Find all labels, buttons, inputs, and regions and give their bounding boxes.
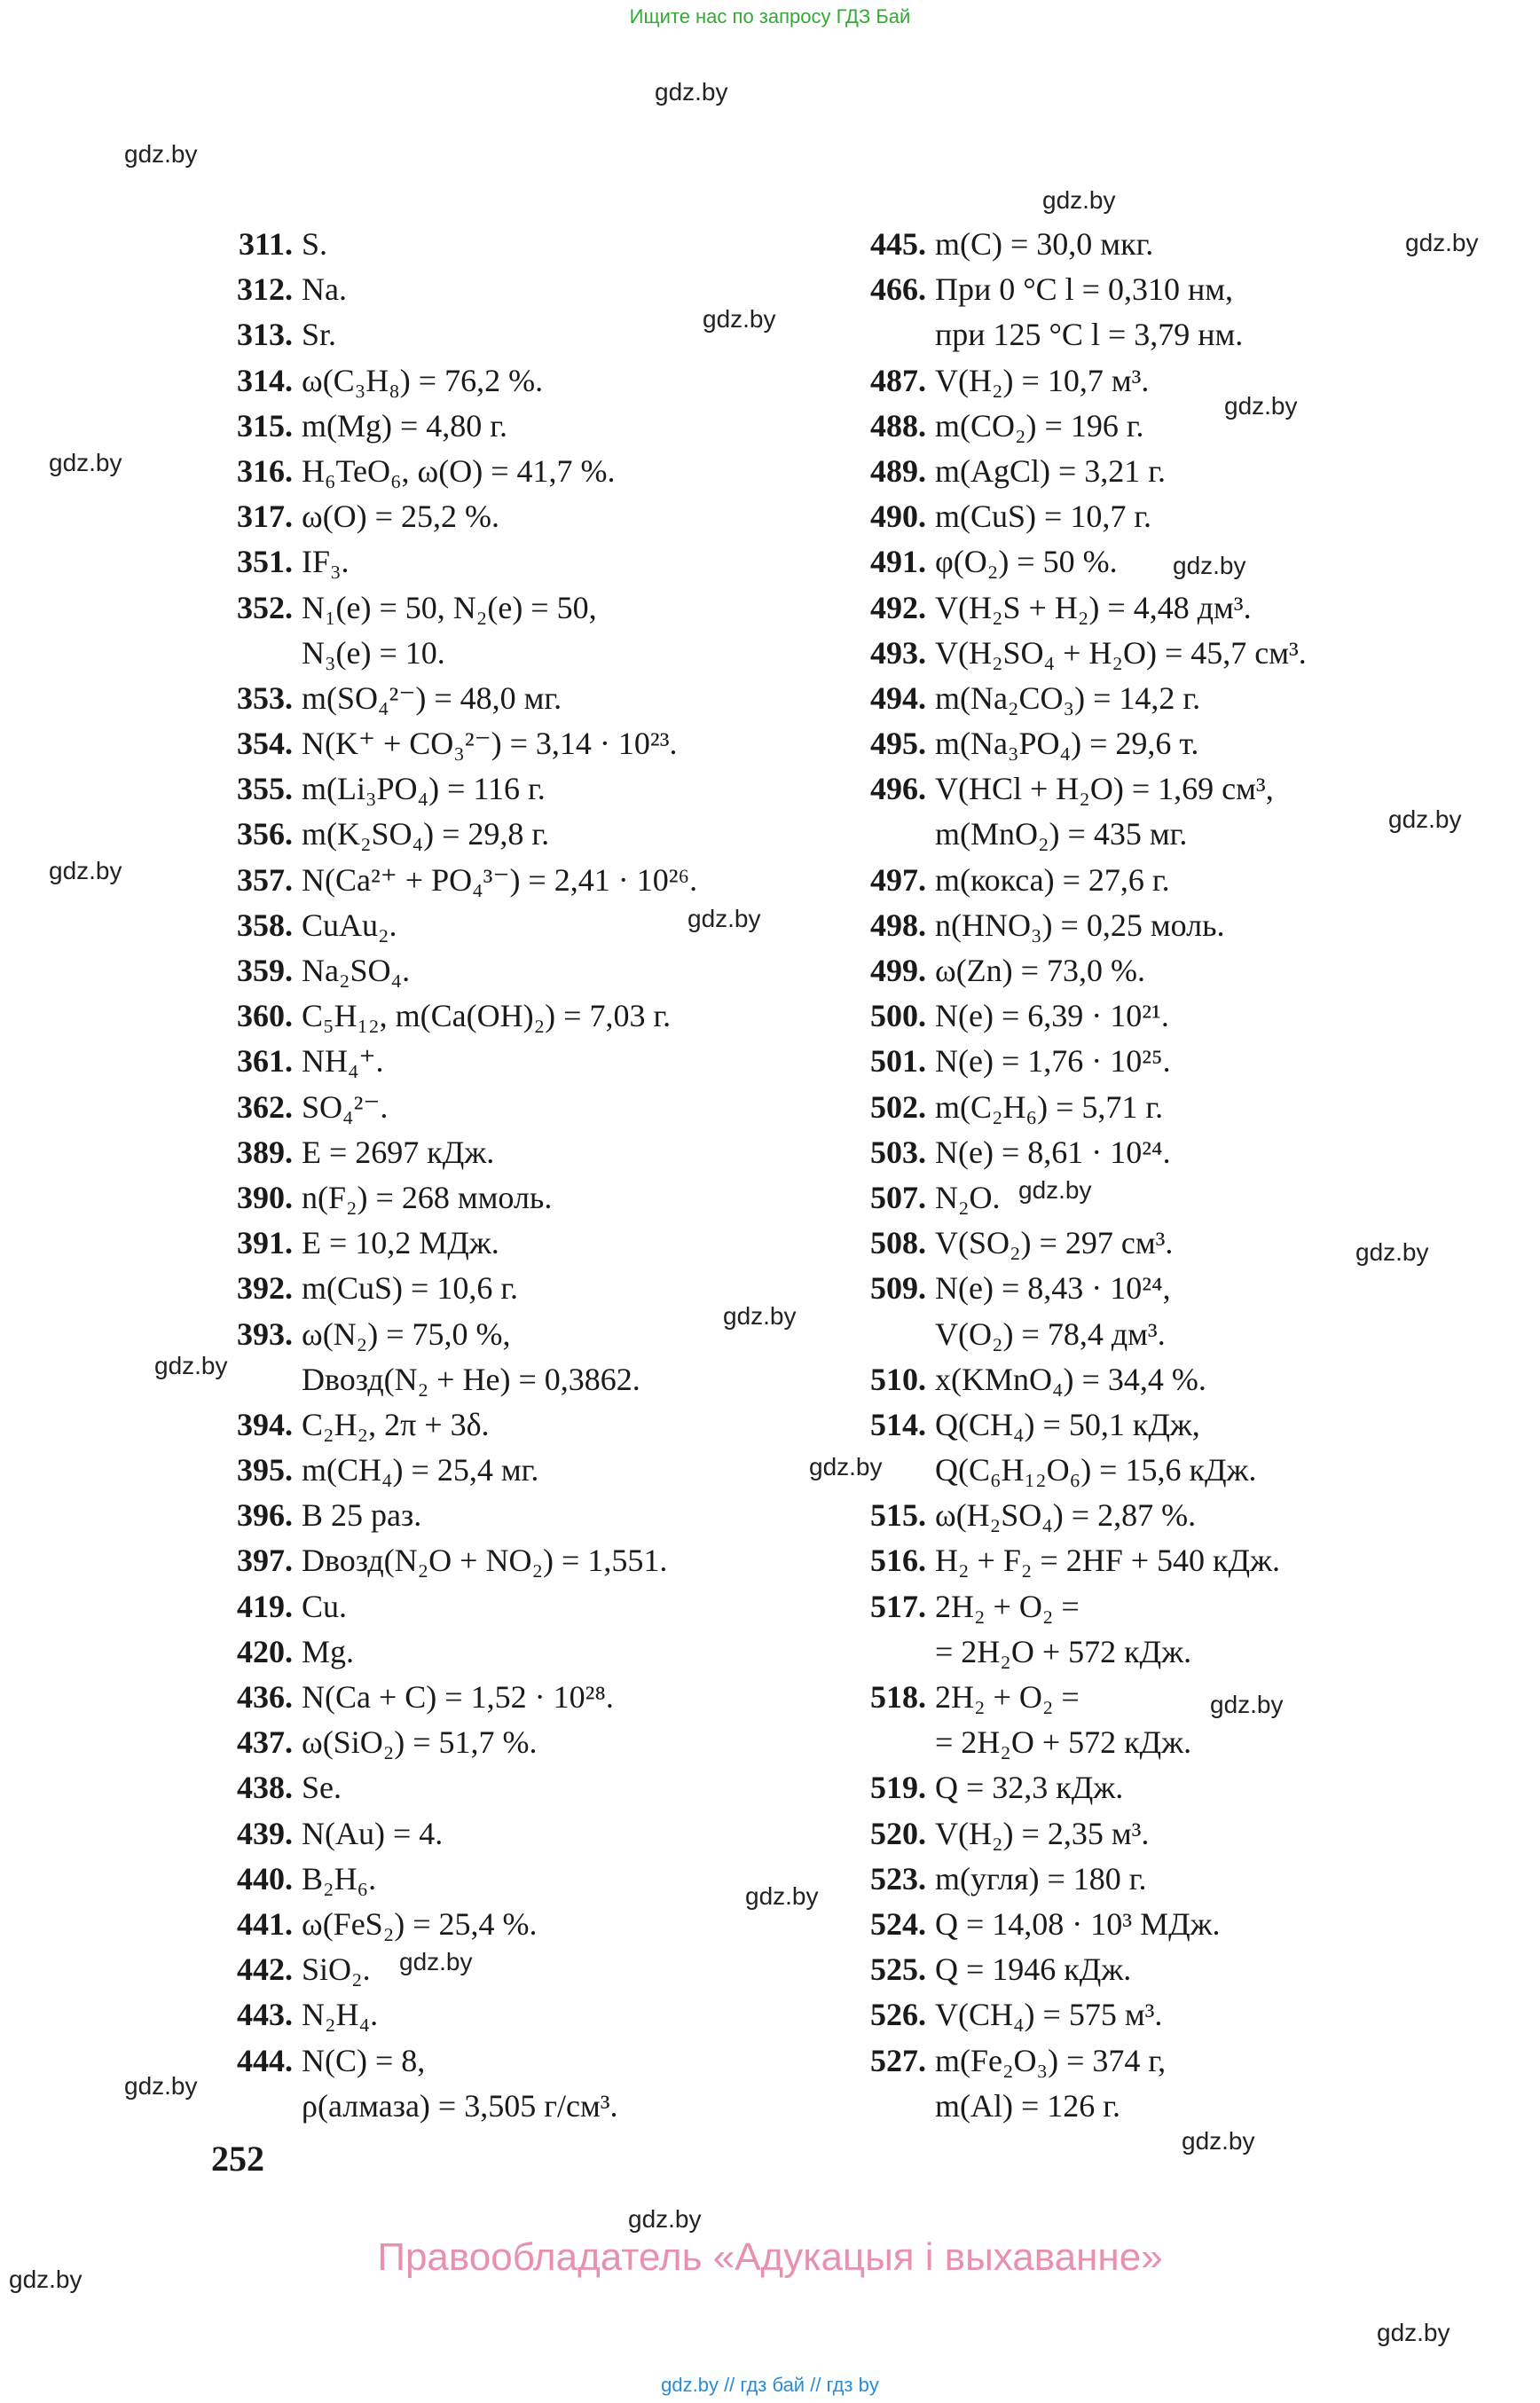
answer-number: 493.	[870, 634, 926, 671]
answer-number: 352.	[237, 589, 293, 625]
answer-text: m(кокса) = 27,6 г.	[935, 861, 1170, 898]
answer-row	[211, 1357, 697, 1402]
answer-text: ω(H₂SO₄) = 2,87 %.	[935, 1497, 1197, 1534]
answer-text: В 25 раз.	[302, 1497, 422, 1534]
answer-number: 360.	[237, 998, 293, 1034]
answer-text: CuAu₂.	[302, 907, 397, 943]
answer-text: N₃(e) = 10.	[302, 634, 445, 671]
answer-number: 507.	[870, 1179, 926, 1215]
answers-right-column	[857, 222, 1307, 2129]
answer-row	[211, 449, 697, 494]
answer-row	[211, 585, 697, 631]
answer-row	[857, 1629, 1307, 1675]
answer-number: 492.	[870, 589, 926, 625]
answer-text: V(SO₂) = 297 см³.	[935, 1225, 1174, 1261]
answer-text: N(e) = 8,43 · 10²⁴,	[935, 1270, 1171, 1307]
answer-row	[211, 1538, 697, 1583]
answer-number: 420.	[237, 1633, 293, 1669]
copyright-notice: Правообладатель «Адукацыя і выхаванне»	[377, 2235, 1163, 2279]
answer-text: V(H₂SO₄ + H₂O) = 45,7 см³.	[935, 634, 1307, 671]
answer-text: V(CH₄) = 575 м³.	[935, 1997, 1163, 2033]
answer-number: 490.	[870, 499, 926, 535]
watermark: gdz.by	[1018, 1176, 1092, 1204]
answer-text: Na₂SO₄.	[302, 953, 411, 988]
answer-row	[211, 812, 697, 857]
answer-number: 392.	[237, 1270, 293, 1307]
answer-number: 523.	[870, 1860, 926, 1896]
answer-row	[857, 812, 1307, 857]
answer-row	[211, 1221, 697, 1266]
answer-text: N₁(e) = 50, N₂(e) = 50,	[302, 589, 597, 625]
answer-text: = 2H₂O + 572 кДж.	[935, 1633, 1192, 1669]
answer-row	[211, 1765, 697, 1810]
answer-number: 496.	[870, 771, 926, 807]
answer-row	[857, 449, 1307, 494]
answer-number: 396.	[237, 1497, 293, 1534]
answer-text: m(MnO₂) = 435 мг.	[935, 816, 1188, 852]
answer-row	[211, 948, 697, 993]
answer-row	[211, 404, 697, 449]
answer-row	[857, 2038, 1307, 2084]
answer-number: 487.	[870, 362, 926, 398]
answer-text: V(H₂) = 2,35 м³.	[935, 1815, 1150, 1851]
answer-text: B₂H₆.	[302, 1860, 377, 1896]
search-hint-link[interactable]: Ищите нас по запросу ГДЗ Бай	[629, 5, 911, 27]
answer-text: N(e) = 6,39 · 10²¹.	[935, 998, 1169, 1034]
answer-number: 389.	[237, 1134, 293, 1170]
answer-text: N(e) = 8,61 · 10²⁴.	[935, 1134, 1171, 1170]
answer-text: Q = 32,3 кДж.	[935, 1770, 1124, 1806]
answer-number: 444.	[237, 2042, 293, 2078]
answer-row	[857, 1221, 1307, 1266]
watermark: gdz.by	[1210, 1691, 1284, 1718]
answer-number: 526.	[870, 1997, 926, 2033]
answer-row	[857, 1765, 1307, 1810]
watermark: gdz.by	[745, 1882, 819, 1910]
watermark: gdz.by	[124, 2072, 198, 2100]
answer-row	[857, 1675, 1307, 1720]
answer-number: 437.	[237, 1724, 293, 1761]
watermark: gdz.by	[809, 1453, 883, 1480]
answer-text: m(K₂SO₄) = 29,8 г.	[302, 816, 550, 852]
answer-text: N(K⁺ + CO₃²⁻) = 3,14 · 10²³.	[302, 726, 678, 762]
answer-row	[211, 1947, 697, 1992]
answer-row	[211, 1130, 697, 1175]
answer-row	[211, 1902, 697, 1947]
answer-row	[211, 1992, 697, 2038]
answer-text: E = 10,2 МДж.	[302, 1225, 499, 1261]
answer-row	[211, 676, 697, 721]
watermark: gdz.by	[1224, 392, 1298, 420]
answer-number: 317.	[237, 499, 293, 535]
answer-row	[211, 1720, 697, 1765]
answer-text: m(Li₃PO₄) = 116 г.	[302, 771, 546, 807]
answer-number: 497.	[870, 861, 926, 898]
answer-number: 524.	[870, 1905, 926, 1942]
answer-text: 2H₂ + O₂ =	[935, 1679, 1080, 1715]
answer-number: 354.	[237, 726, 293, 762]
answer-row	[857, 948, 1307, 993]
answer-number: 313.	[237, 317, 293, 353]
answer-text: Q = 1946 кДж.	[935, 1951, 1132, 1988]
answer-row	[211, 721, 697, 766]
answer-row	[857, 1130, 1307, 1175]
answer-text: Cu.	[302, 1588, 348, 1624]
answer-row	[857, 2084, 1307, 2129]
answer-row	[857, 1448, 1307, 1493]
watermark: gdz.by	[49, 449, 122, 476]
answer-text: m(Mg) = 4,80 г.	[302, 407, 507, 444]
answer-text: Dвозд(N₂ + He) = 0,3862.	[302, 1361, 640, 1397]
answer-text: V(H₂) = 10,7 м³.	[935, 362, 1150, 398]
answer-text: Q = 14,08 · 10³ МДж.	[935, 1905, 1221, 1942]
answer-row	[857, 1175, 1307, 1221]
answer-number: 520.	[870, 1815, 926, 1851]
answer-row	[211, 1448, 697, 1493]
answer-number: 312.	[237, 271, 293, 308]
answer-text: ω(SiO₂) = 51,7 %.	[302, 1724, 538, 1761]
answer-row	[857, 267, 1307, 312]
answer-text: NH₄⁺.	[302, 1043, 384, 1080]
watermark: gdz.by	[688, 905, 761, 932]
answer-row	[857, 1357, 1307, 1402]
answer-row	[857, 358, 1307, 404]
answer-text: ρ(алмаза) = 3,505 г/см³.	[302, 2087, 618, 2124]
answer-text: ω(FeS₂) = 25,4 %.	[302, 1905, 538, 1942]
answer-row	[211, 1493, 697, 1538]
answer-row	[857, 222, 1307, 267]
answer-number: 527.	[870, 2042, 926, 2078]
answer-row	[211, 1402, 697, 1448]
answer-row	[857, 993, 1307, 1039]
answer-row	[857, 721, 1307, 766]
answer-text: ω(N₂) = 75,0 %,	[302, 1315, 511, 1352]
answer-number: 391.	[237, 1225, 293, 1261]
answer-row	[857, 903, 1307, 948]
answer-row	[857, 312, 1307, 357]
answer-text: 2H₂ + O₂ =	[935, 1588, 1080, 1624]
watermark: gdz.by	[1182, 2127, 1255, 2155]
answer-row	[211, 631, 697, 676]
answer-text: N(e) = 1,76 · 10²⁵.	[935, 1043, 1171, 1080]
answer-row	[857, 1538, 1307, 1583]
answer-row	[857, 1902, 1307, 1947]
answer-number: 357.	[237, 861, 293, 898]
answer-text: m(CuS) = 10,6 г.	[302, 1270, 519, 1307]
answer-text: N₂H₄.	[302, 1997, 379, 2033]
answer-text: N(Au) = 4.	[302, 1815, 444, 1851]
answer-text: при 125 °C l = 3,79 нм.	[935, 317, 1244, 353]
answer-text: n(F₂) = 268 ммоль.	[302, 1179, 553, 1215]
answer-text: V(HCl + H₂O) = 1,69 см³,	[935, 771, 1274, 807]
watermark: gdz.by	[1173, 552, 1246, 579]
answer-number: 440.	[237, 1860, 293, 1896]
answer-row	[211, 1266, 697, 1311]
footer-links[interactable]: gdz.by // гдз бай // гдз by	[661, 2374, 879, 2396]
answer-text: m(CuS) = 10,7 г.	[935, 499, 1152, 535]
answer-text: V(H₂S + H₂) = 4,48 дм³.	[935, 589, 1252, 625]
answer-number: 445.	[870, 226, 926, 262]
answer-row	[211, 903, 697, 948]
answer-row	[857, 1720, 1307, 1765]
answer-number: 441.	[237, 1905, 293, 1942]
answer-number: 518.	[870, 1679, 926, 1715]
answer-text: SiO₂.	[302, 1951, 371, 1988]
answer-number: 502.	[870, 1088, 926, 1125]
answer-number: 393.	[237, 1315, 293, 1352]
answer-text: φ(O₂) = 50 %.	[935, 544, 1118, 580]
page-number: 252	[211, 2139, 264, 2179]
answer-row	[211, 2084, 697, 2129]
answer-number: 311.	[238, 226, 293, 262]
answer-number: 355.	[237, 771, 293, 807]
answer-number: 501.	[870, 1043, 926, 1080]
answer-text: N(Ca + C) = 1,52 · 10²⁸.	[302, 1679, 614, 1715]
answer-row	[857, 494, 1307, 539]
answer-row	[857, 585, 1307, 631]
answer-row	[857, 1857, 1307, 1902]
answer-text: C₂H₂, 2π + 3δ.	[302, 1406, 490, 1442]
answer-row	[857, 539, 1307, 585]
watermark: gdz.by	[124, 140, 198, 168]
answer-number: 498.	[870, 907, 926, 943]
answer-number: 508.	[870, 1225, 926, 1261]
answer-row	[211, 2038, 697, 2084]
answer-number: 315.	[237, 407, 293, 444]
answer-number: 314.	[237, 362, 293, 398]
answer-row	[857, 1402, 1307, 1448]
answer-number: 503.	[870, 1134, 926, 1170]
answer-text: m(Fe₂O₃) = 374 г,	[935, 2042, 1167, 2078]
answer-row	[857, 631, 1307, 676]
answer-row	[857, 1493, 1307, 1538]
answer-row	[211, 1085, 697, 1130]
answer-number: 397.	[237, 1543, 293, 1579]
watermark: gdz.by	[1377, 2319, 1450, 2346]
answer-text: m(CH₄) = 25,4 мг.	[302, 1452, 539, 1488]
answer-text: = 2H₂O + 572 кДж.	[935, 1724, 1192, 1761]
answer-number: 361.	[237, 1043, 293, 1080]
answer-row	[857, 404, 1307, 449]
answer-text: Dвозд(N₂O + NO₂) = 1,551.	[302, 1543, 668, 1579]
answer-text: Na.	[302, 271, 347, 308]
answer-text: m(C₂H₆) = 5,71 г.	[935, 1088, 1164, 1125]
answer-text: m(CO₂) = 196 г.	[935, 407, 1144, 444]
watermark: gdz.by	[655, 78, 728, 106]
watermark: gdz.by	[399, 1948, 473, 1975]
answer-text: ω(O) = 25,2 %.	[302, 499, 499, 535]
answer-number: 509.	[870, 1270, 926, 1307]
answer-number: 525.	[870, 1951, 926, 1988]
watermark: gdz.by	[1355, 1238, 1429, 1266]
answer-number: 390.	[237, 1179, 293, 1215]
answer-text: m(угля) = 180 г.	[935, 1860, 1147, 1896]
answer-number: 439.	[237, 1815, 293, 1851]
answer-row	[857, 766, 1307, 812]
answer-row	[211, 267, 697, 312]
answer-number: 438.	[237, 1770, 293, 1806]
answer-text: S.	[302, 226, 328, 262]
answer-number: 489.	[870, 452, 926, 489]
answer-number: 395.	[237, 1452, 293, 1488]
answer-row	[857, 1584, 1307, 1629]
answer-row	[857, 1312, 1307, 1357]
answer-text: m(Al) = 126 г.	[935, 2087, 1120, 2124]
answer-number: 495.	[870, 726, 926, 762]
answer-row	[857, 1039, 1307, 1084]
watermark: gdz.by	[9, 2266, 82, 2293]
answer-text: x(KMnO₄) = 34,4 %.	[935, 1361, 1206, 1397]
answer-text: Mg.	[302, 1633, 355, 1669]
answer-number: 500.	[870, 998, 926, 1034]
answer-text: V(O₂) = 78,4 дм³.	[935, 1315, 1166, 1352]
answer-row	[211, 312, 697, 357]
answer-text: Q(C₆H₁₂O₆) = 15,6 кДж.	[935, 1452, 1257, 1488]
watermark: gdz.by	[1388, 805, 1462, 833]
answer-row	[211, 1584, 697, 1629]
answer-row	[211, 1175, 697, 1221]
answer-text: m(SO₄²⁻) = 48,0 мг.	[302, 679, 562, 716]
answer-text: Q(CH₄) = 50,1 кДж,	[935, 1406, 1200, 1442]
answer-number: 356.	[237, 816, 293, 852]
answer-text: m(Na₃PO₄) = 29,6 т.	[935, 726, 1199, 762]
answer-number: 358.	[237, 907, 293, 943]
answer-text: При 0 °C l = 0,310 нм,	[935, 271, 1234, 308]
answer-text: H₂ + F₂ = 2HF + 540 кДж.	[935, 1543, 1280, 1579]
answers-left-column	[211, 222, 697, 2129]
answer-text: ω(C₃H₈) = 76,2 %.	[302, 362, 544, 398]
answer-row	[857, 1992, 1307, 2038]
answer-text: Se.	[302, 1770, 342, 1806]
answer-number: 362.	[237, 1088, 293, 1125]
answer-number: 515.	[870, 1497, 926, 1534]
answer-number: 316.	[237, 452, 293, 489]
answer-number: 519.	[870, 1770, 926, 1806]
answer-text: ω(Zn) = 73,0 %.	[935, 953, 1145, 988]
answer-row	[211, 993, 697, 1039]
answer-row	[211, 1857, 697, 1902]
answer-row	[211, 1811, 697, 1857]
answer-number: 517.	[870, 1588, 926, 1624]
answer-number: 436.	[237, 1679, 293, 1715]
answer-number: 516.	[870, 1543, 926, 1579]
watermark: gdz.by	[154, 1352, 228, 1379]
answer-number: 442.	[237, 1951, 293, 1988]
watermark: gdz.by	[628, 2205, 702, 2233]
answer-text: m(AgCl) = 3,21 г.	[935, 452, 1166, 489]
answer-text: N₂O.	[935, 1179, 1001, 1215]
answer-number: 419.	[237, 1588, 293, 1624]
answer-row	[857, 858, 1307, 903]
watermark: gdz.by	[703, 305, 776, 333]
answer-row	[857, 676, 1307, 721]
answer-text: N(C) = 8,	[302, 2042, 426, 2078]
answer-number: 466.	[870, 271, 926, 308]
answer-row	[211, 358, 697, 404]
answer-text: m(C) = 30,0 мкг.	[935, 226, 1154, 262]
answer-number: 514.	[870, 1406, 926, 1442]
answer-text: SO₄²⁻.	[302, 1088, 389, 1125]
answer-row	[857, 1085, 1307, 1130]
answer-row	[211, 1629, 697, 1675]
answer-number: 443.	[237, 1997, 293, 2033]
answer-row	[857, 1266, 1307, 1311]
answer-row	[211, 858, 697, 903]
answer-row	[857, 1947, 1307, 1992]
watermark: gdz.by	[723, 1302, 797, 1330]
watermark: gdz.by	[1405, 229, 1479, 256]
answer-number: 351.	[237, 544, 293, 580]
answer-number: 491.	[870, 544, 926, 580]
answer-row	[211, 1312, 697, 1357]
answer-number: 499.	[870, 953, 926, 988]
watermark: gdz.by	[49, 857, 122, 884]
answer-row	[211, 539, 697, 585]
answer-text: n(HNO₃) = 0,25 моль.	[935, 907, 1225, 943]
answer-row	[211, 1039, 697, 1084]
answer-row	[211, 766, 697, 812]
answer-text: N(Ca²⁺ + PO₄³⁻) = 2,41 · 10²⁶.	[302, 861, 698, 898]
answer-text: C₅H₁₂, m(Ca(OH)₂) = 7,03 г.	[302, 998, 672, 1034]
answer-number: 494.	[870, 679, 926, 716]
answer-row	[211, 494, 697, 539]
answer-text: H₆TeO₆, ω(O) = 41,7 %.	[302, 452, 616, 489]
watermark: gdz.by	[1042, 186, 1116, 214]
answer-number: 394.	[237, 1406, 293, 1442]
answer-row	[857, 1811, 1307, 1857]
answer-text: m(Na₂CO₃) = 14,2 г.	[935, 679, 1201, 716]
answer-row	[211, 222, 697, 267]
answer-text: Sr.	[302, 317, 337, 353]
answer-text: E = 2697 кДж.	[302, 1134, 495, 1170]
answer-number: 510.	[870, 1361, 926, 1397]
answer-number: 353.	[237, 679, 293, 716]
answer-text: IF₃.	[302, 544, 350, 580]
answer-number: 488.	[870, 407, 926, 444]
answer-number: 359.	[237, 953, 293, 988]
answer-row	[211, 1675, 697, 1720]
